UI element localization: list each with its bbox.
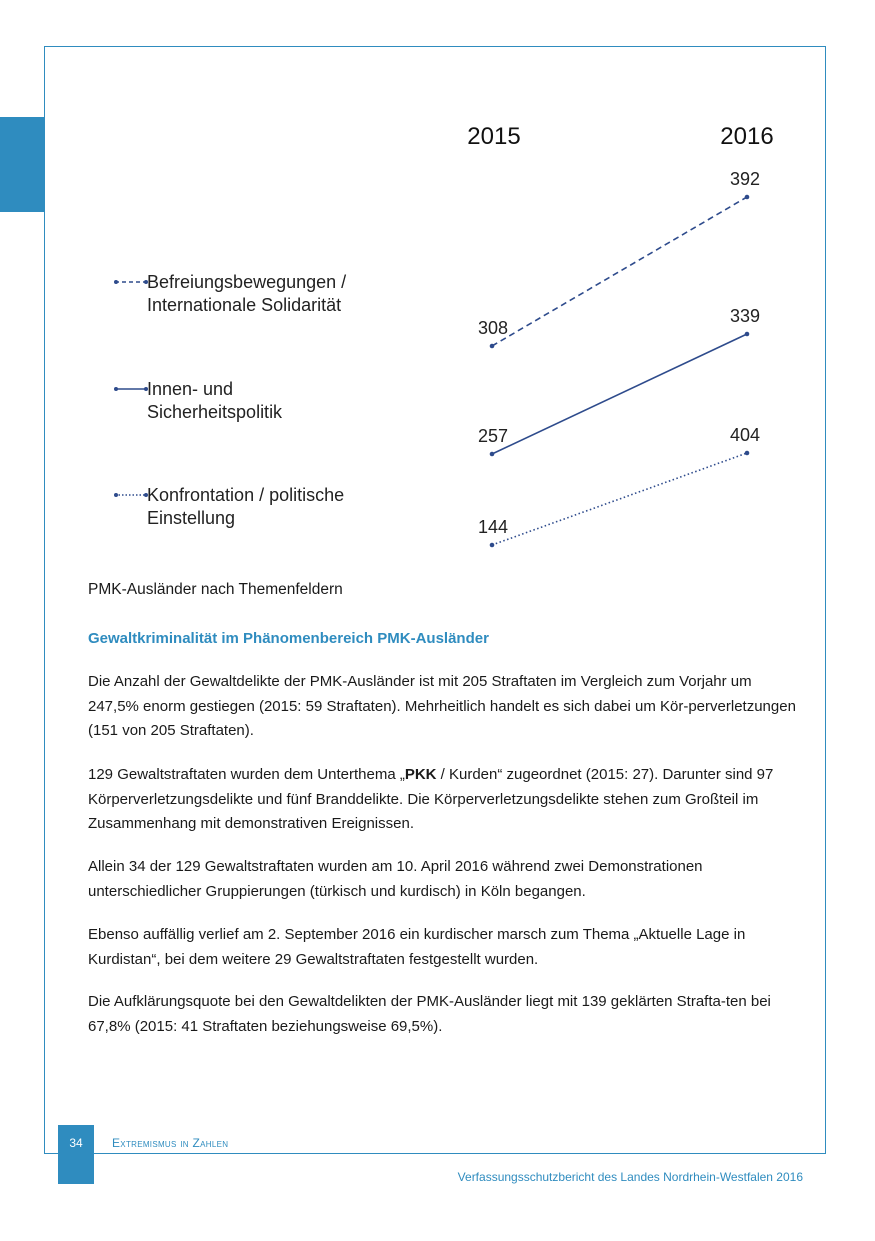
legend-label-series-2-line-2: Sicherheitspolitik [147, 402, 283, 422]
paragraph-4: Ebenso auffällig verlief am 2. September 2016 ein kurdischer marsch zum Thema „Aktuelle Lage in Kurdistan“, bei dem weitere 29 Gewaltstraftaten festgestellt wurden. [88, 926, 746, 968]
paragraph-2-text-a: 129 Gewaltstraftaten wurden dem Unterthema „ [88, 766, 405, 783]
slope-chart [60, 100, 820, 570]
paragraph-3: Allein 34 der 129 Gewaltstraftaten wurden am 10. April 2016 während zwei Demonstrationen unterschiedlicher Gruppierungen (türkisch und kurdisch) in Köln begangen. [88, 858, 703, 900]
side-tab-marker [0, 117, 44, 212]
publication-footer: Verfassungsschutzbericht des Landes Nordrhein-Westfalen 2016 [457, 1170, 803, 1184]
value-label-2015-series-3: 144 [477, 517, 509, 537]
value-label-2016-series-1: 392 [729, 169, 761, 189]
value-label-2015-series-2: 257 [477, 426, 509, 446]
paragraph-2-bold: PKK [404, 766, 437, 783]
paragraph-2 [88, 763, 803, 837]
value-label-2015-series-1: 308 [477, 318, 509, 338]
legend-label-series-3-line-2: Einstellung [147, 508, 236, 528]
series-line-2 [492, 334, 747, 454]
page-number: 34 [58, 1125, 94, 1184]
series-line-3 [492, 453, 747, 545]
point-2016-series-3 [745, 451, 750, 456]
point-2016-series-1 [745, 195, 750, 200]
year-label-2016: 2016 [720, 123, 774, 150]
point-2016-series-2 [745, 332, 750, 337]
year-label-2015: 2015 [467, 123, 521, 150]
legend-swatch-start-2 [114, 387, 118, 391]
paragraph-2-text-b: / Kurden“ zugeordnet (2015: 27). Darunter sind 97 Körperverletzungsdelikte und fünf Branddelikte. Die Körperverletzungsdelikte stehen zum Großteil im Zusammenhang mit demonstrativen Ereignissen. [88, 766, 774, 832]
running-section-label [112, 1136, 228, 1150]
paragraph-1: Die Anzahl der Gewaltdelikte der PMK-Ausländer ist mit 205 Straftaten im Vergleich zum Vorjahr um 247,5% enorm gestiegen (2015: 59 Straftaten). Mehrheitlich handelt es sich dabei um Kör-perverletzungen (151 von 205 Straftaten). [88, 673, 796, 739]
legend-label-series-1-line-1: Befreiungsbewegungen / [147, 272, 347, 292]
legend-label-series-1-line-2: Internationale Solidarität [147, 295, 342, 315]
section-heading: Gewaltkriminalität im Phänomenbereich PMK-Ausländer [88, 630, 489, 647]
legend-label-series-3-line-1: Konfrontation / politische [147, 485, 345, 505]
paragraph-5: Die Aufklärungsquote bei den Gewaltdelikten der PMK-Ausländer liegt mit 139 geklärten Strafta-ten bei 67,8% (2015: 41 Straftaten beziehungsweise 69,5%). [88, 993, 771, 1035]
point-2015-series-3 [490, 543, 495, 548]
value-label-2016-series-3: 404 [729, 425, 761, 445]
legend-swatch-start-1 [114, 280, 118, 284]
legend-swatch-start-3 [114, 493, 118, 497]
series-line-1 [492, 197, 747, 346]
legend-label-series-2-line-1: Innen- und [147, 379, 234, 399]
point-2015-series-2 [490, 452, 495, 457]
chart-caption: PMK-Ausländer nach Themenfeldern [88, 581, 343, 598]
point-2015-series-1 [490, 344, 495, 349]
value-label-2016-series-2: 339 [729, 306, 761, 326]
section-label-text: Extremismus in Zahlen [112, 1136, 229, 1150]
